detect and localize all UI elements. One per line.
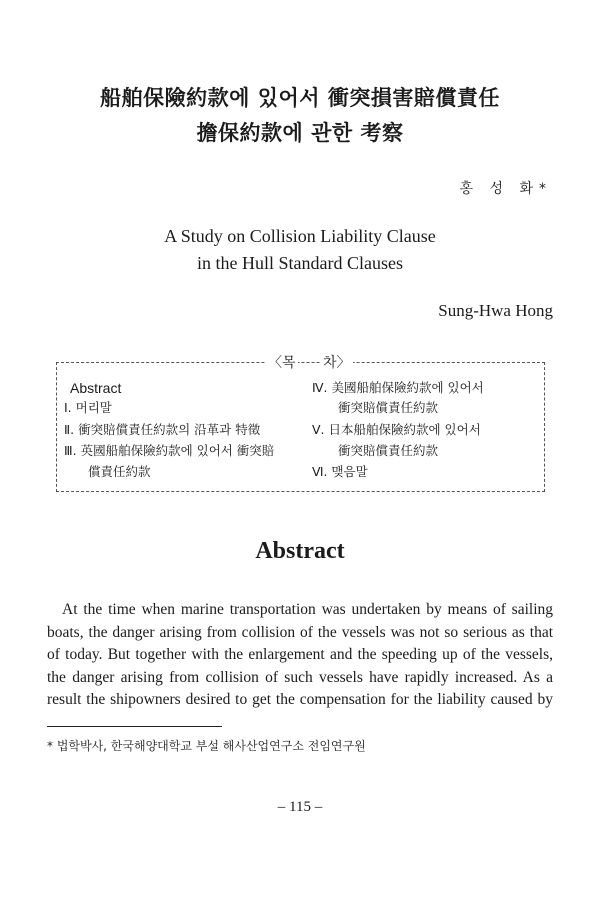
title-line-2: 擔保約款에 관한 考察 (196, 121, 404, 145)
toc-heading-right: 차〉 (321, 352, 353, 372)
toc-item: Ⅱ. 衝突賠償責任約款의 沿革과 特徵 (64, 422, 261, 437)
toc-item: 衝突賠償責任約款 (338, 443, 439, 458)
toc-item: Ⅴ. 日本船舶保險約款에 있어서 (312, 422, 481, 437)
toc-item: Abstract (70, 380, 122, 396)
toc-item: Ⅰ. 머리말 (64, 400, 112, 415)
english-title-line-2: in the Hull Standard Clauses (197, 253, 403, 273)
title-line-1: 船舶保險約款에 있어서 衝突損害賠償責任 (100, 86, 500, 110)
toc-item: 償責任約款 (88, 464, 151, 479)
english-title-line-1: A Study on Collision Liability Clause (164, 226, 436, 246)
author-english: Sung-Hwa Hong (438, 301, 553, 320)
toc-item: 衝突賠償責任約款 (338, 400, 439, 415)
abstract-body: At the time when marine transportation was undertaken by means of sailing boats, the danger arising from collision of the vessels was not so serious as that of today. But together with the enlargement and the speeding up of the vessels, the danger arising from collision of such vessels have rapidly increased. As a result the shipowners desired to get the compensation for the liability caused by (47, 601, 553, 709)
toc-item: Ⅳ. 美國船舶保險約款에 있어서 (312, 380, 484, 395)
abstract-heading: Abstract (255, 538, 345, 564)
author-korean: 홍 성 화* (459, 181, 552, 197)
footnote-divider (47, 726, 222, 727)
toc-item: Ⅵ. 맺음말 (312, 464, 368, 479)
footnote: * 법학박사, 한국해양대학교 부설 해사산업연구소 전임연구원 (47, 739, 366, 753)
toc-item: Ⅲ. 英國船舶保險約款에 있어서 衝突賠 (64, 443, 275, 458)
toc-heading-left: 〈목 (266, 352, 298, 372)
page-number: – 115 – (277, 799, 323, 815)
